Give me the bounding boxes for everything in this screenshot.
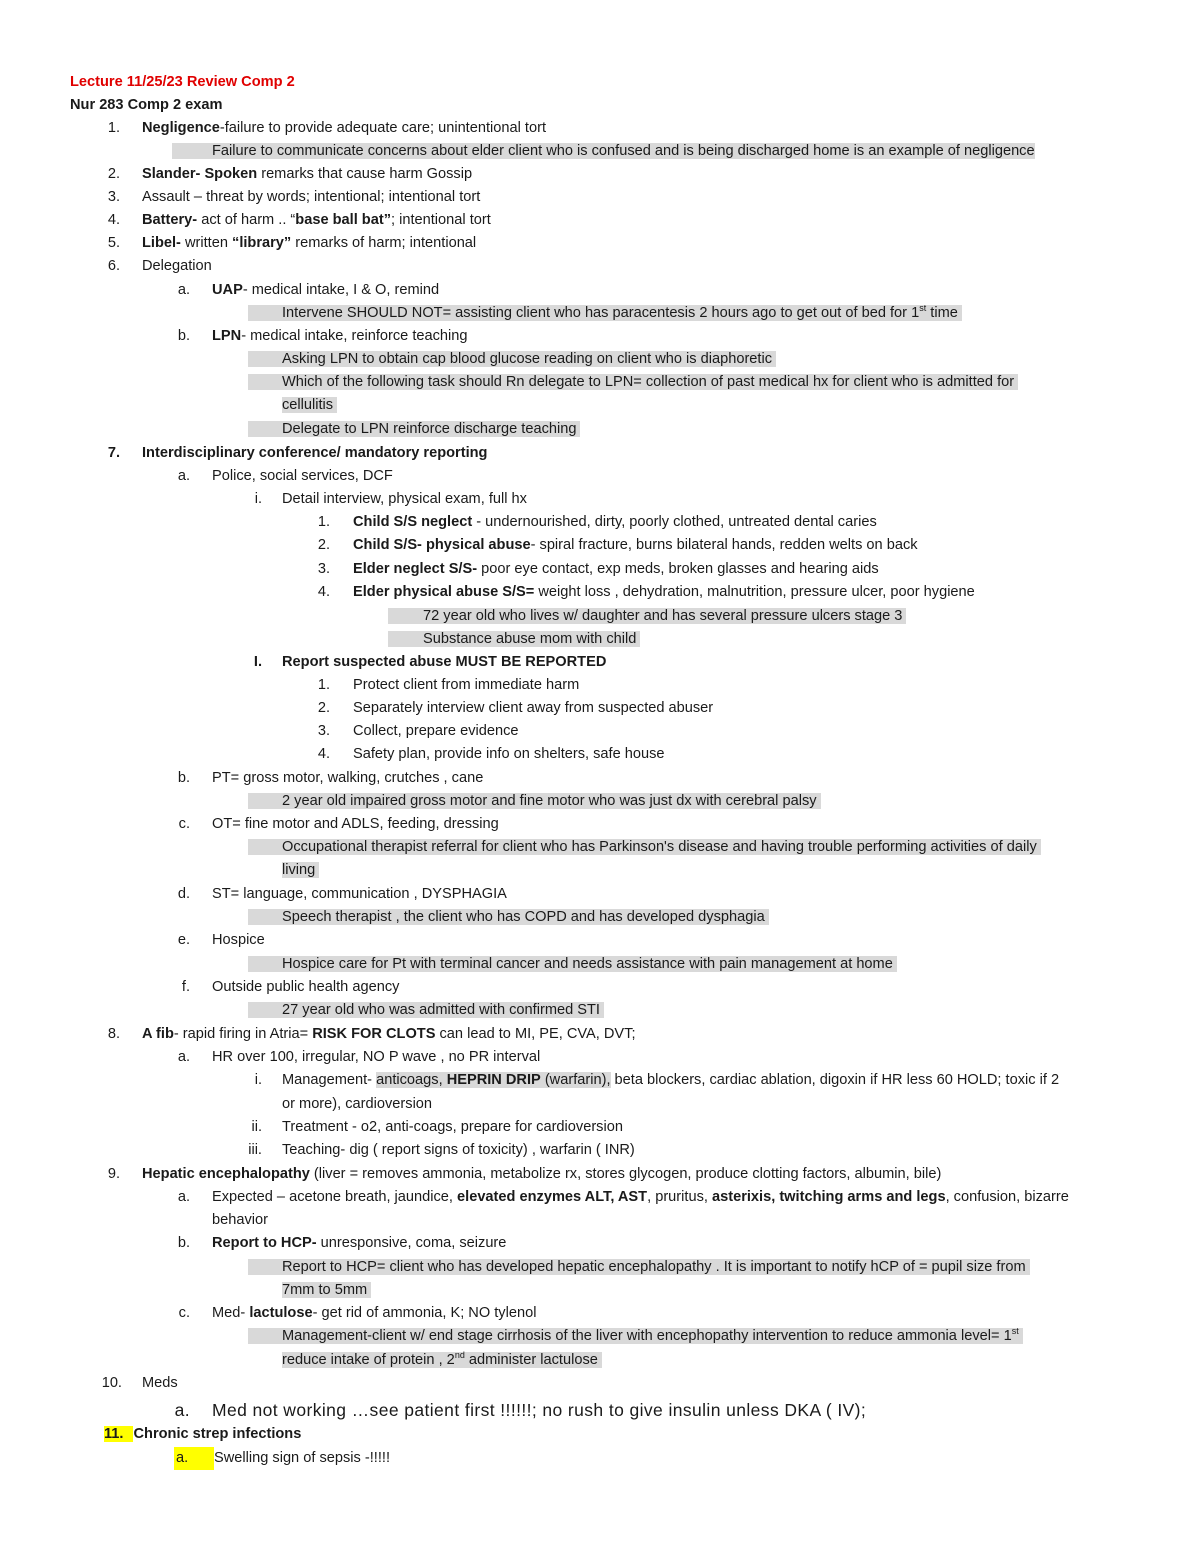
list-item-report-step-1 [0, 674, 1200, 697]
list-item-lpn-example-2-cont [0, 394, 1200, 417]
highlighted-example: Speech therapist , the client who has COPD and has developed dysphagia [248, 909, 769, 925]
list-letter: a. [174, 1400, 190, 1420]
list-item-interview [0, 488, 1200, 511]
highlighted-example: Hospice care for Pt with terminal cancer and needs assistance with pain management at home [248, 956, 897, 972]
superscript: nd [454, 1350, 465, 1361]
superscript: st [1011, 1326, 1019, 1337]
item-text-continued: or more), cardioversion [282, 1096, 433, 1112]
item-text-tail: , confusion, bizarre [945, 1189, 1069, 1205]
list-item-meds-note [0, 1397, 1200, 1423]
list-number: 7. [107, 445, 120, 461]
definition: -failure to provide adequate care; unintentional tort [219, 120, 546, 136]
highlighted-example: Substance abuse mom with child [388, 631, 640, 647]
highlighted-example: Which of the following task should Rn delegate to LPN= collection of past medical hx for client who is admitted for [248, 374, 1018, 390]
definition: weight loss , dehydration, malnutrition, pressure ulcer, poor hygiene [534, 584, 975, 600]
list-item-elder-neglect [0, 558, 1200, 581]
list-item-libel [0, 232, 1200, 255]
definition: Assault – threat by words; intentional; intentional tort [142, 189, 481, 205]
list-item-lpn [0, 325, 1200, 348]
definition: - get rid of ammonia, K; NO tylenol [312, 1305, 537, 1321]
section-heading: Interdisciplinary conference/ mandatory reporting [142, 445, 488, 461]
definition: - medical intake, reinforce teaching [241, 328, 468, 344]
term-battery: Battery- [142, 212, 198, 228]
list-item-ot [0, 813, 1200, 836]
highlighted-example: Report to HCP= client who has developed hepatic encephalopathy . It is important to notify hCP of = pupil size from [248, 1259, 1030, 1275]
superscript: st [919, 303, 927, 314]
highlighted-example: 72 year old who lives w/ daughter and has several pressure ulcers stage 3 [388, 608, 906, 624]
item-text: Hospice [212, 932, 265, 948]
list-number: 8. [107, 1026, 120, 1042]
term: Elder physical abuse S/S= [353, 584, 535, 600]
list-item-lpn-example-2 [0, 371, 1200, 394]
list-item-police [0, 465, 1200, 488]
list-number: 9. [107, 1166, 120, 1182]
item-text: Management- [282, 1072, 377, 1088]
list-item-negligence [0, 117, 1200, 140]
item-text: Separately interview client away from suspected abuser [353, 700, 714, 716]
emphasis: “library” [232, 235, 292, 251]
list-item-hepatic-expected-cont [0, 1209, 1200, 1232]
highlighted-text: anticoags, [376, 1072, 447, 1088]
list-item-afib-treatment [0, 1116, 1200, 1139]
item-text: Expected – acetone breath, jaundice, [212, 1189, 458, 1205]
item-text-continued: behavior [212, 1212, 268, 1228]
definition-tail: ; intentional tort [391, 212, 491, 228]
list-item-slander [0, 163, 1200, 186]
document-title: Lecture 11/25/23 Review Comp 2 [70, 74, 295, 90]
definition: poor eye contact, exp meds, broken glasses and hearing aids [477, 561, 879, 577]
definition: written [180, 235, 233, 251]
list-number: 5. [107, 235, 120, 251]
list-item-hepatic-med-example-cont [0, 1349, 1200, 1372]
item-text: Med- [212, 1305, 250, 1321]
list-item-lpn-example-1 [0, 348, 1200, 371]
item-text: HR over 100, irregular, NO P wave , no PR interval [212, 1049, 541, 1065]
definition: - spiral fracture, burns bilateral hands, redden welts on back [530, 537, 918, 553]
term: Elder neglect S/S- [353, 561, 478, 577]
list-letter: f. [181, 979, 190, 995]
list-item-strep-note [0, 1447, 1200, 1470]
section-heading: Meds [142, 1375, 178, 1391]
list-item-afib-signs [0, 1046, 1200, 1069]
emphasis: asterixis, twitching arms and legs [711, 1189, 946, 1205]
subtitle-line [0, 94, 1200, 117]
list-number: 1. [317, 514, 330, 530]
list-number: 6. [107, 258, 120, 274]
example-tail: time [926, 305, 958, 321]
list-item-battery [0, 209, 1200, 232]
definition-tail: can lead to MI, PE, CVA, DVT; [435, 1026, 636, 1042]
list-item-report-abuse [0, 651, 1200, 674]
list-letter: b. [177, 328, 190, 344]
definition: - rapid firing in Atria= [173, 1026, 313, 1042]
list-item-ot-example [0, 836, 1200, 859]
highlighted-emphasis: HEPRIN DRIP [446, 1072, 541, 1088]
list-item-hepatic-expected [0, 1186, 1200, 1209]
definition: remarks that cause harm Gossip [257, 166, 473, 182]
section-heading: Delegation [142, 258, 212, 274]
list-letter: b. [177, 770, 190, 786]
list-item-report-step-3 [0, 720, 1200, 743]
subsection-heading: Report suspected abuse MUST BE REPORTED [282, 654, 607, 670]
list-letter: a. [177, 1189, 190, 1205]
list-number: 10. [101, 1375, 122, 1391]
highlighted-example: Asking LPN to obtain cap blood glucose reading on client who is diaphoretic [248, 351, 776, 367]
term-hepatic-encephalopathy: Hepatic encephalopathy [142, 1166, 310, 1182]
definition: (liver = removes ammonia, metabolize rx, stores glycogen, produce clotting factors, albumin, bile) [309, 1166, 942, 1182]
list-item-public-health-example [0, 999, 1200, 1022]
list-item-pt [0, 767, 1200, 790]
term-slander: Slander- Spoken [142, 166, 258, 182]
term-uap: UAP [212, 282, 243, 298]
definition: - undernourished, dirty, poorly clothed, untreated dental caries [472, 514, 877, 530]
item-text-tail: beta blockers, cardiac ablation, digoxin if HR less 60 HOLD; toxic if 2 [610, 1072, 1060, 1088]
highlighted-example: Delegate to LPN reinforce discharge teaching [248, 421, 580, 437]
item-text: Detail interview, physical exam, full hx [282, 491, 527, 507]
list-number: 4. [107, 212, 120, 228]
list-item-lpn-example-3 [0, 418, 1200, 441]
emphasis: elevated enzymes ALT, AST [457, 1189, 648, 1205]
list-item-interdisciplinary [0, 442, 1200, 465]
document-subtitle: Nur 283 Comp 2 exam [70, 97, 223, 113]
list-number: 1. [317, 677, 330, 693]
list-letter: a. [177, 1049, 190, 1065]
definition-tail: remarks of harm; intentional [291, 235, 477, 251]
list-roman: I. [253, 654, 262, 670]
title-line [0, 71, 1200, 94]
list-item-hepatic-med-example [0, 1325, 1200, 1348]
list-number: 3. [107, 189, 120, 205]
term-lactulose: lactulose [249, 1305, 313, 1321]
list-item-hepatic-report-example [0, 1256, 1200, 1279]
item-text: Collect, prepare evidence [353, 723, 519, 739]
item-text: ST= language, communication , DYSPHAGIA [212, 886, 507, 902]
list-item-afib [0, 1023, 1200, 1046]
section-heading: Chronic strep infections [133, 1426, 302, 1442]
list-item-child-abuse [0, 534, 1200, 557]
list-number: 1. [107, 120, 120, 136]
list-roman: iii. [248, 1142, 262, 1158]
list-item-ot-example-cont [0, 859, 1200, 882]
highlighted-example: Management-client w/ end stage cirrhosis of the liver with encephopathy intervention to reduce ammonia level= 1 [282, 1328, 1012, 1344]
list-item-elder-example-2 [0, 628, 1200, 651]
highlighted-example: Occupational therapist referral for client who has Parkinson's disease and having trouble performing activities of daily [248, 839, 1041, 855]
highlighted-example: 27 year old who was admitted with confirmed STI [248, 1002, 604, 1018]
list-item-child-neglect [0, 511, 1200, 534]
highlighted-text: (warfarin), [540, 1072, 611, 1088]
item-text: OT= fine motor and ADLS, feeding, dressing [212, 816, 499, 832]
item-text: Police, social services, DCF [212, 468, 393, 484]
list-item-uap [0, 279, 1200, 302]
list-letter: c. [178, 1305, 190, 1321]
item-text: Swelling sign of sepsis -!!!!! [214, 1450, 391, 1466]
item-text: Treatment - o2, anti-coags, prepare for cardioversion [282, 1119, 623, 1135]
item-text: PT= gross motor, walking, crutches , cane [212, 770, 484, 786]
list-roman: i. [254, 491, 262, 507]
emphasis: base ball bat” [295, 212, 391, 228]
highlighted-example: Failure to communicate concerns about elder client who is confused and is being discharged home is an example of negligence [172, 143, 1035, 159]
list-number: 4. [317, 746, 330, 762]
list-letter: c. [178, 816, 190, 832]
term-negligence: Negligence [142, 120, 220, 136]
list-letter: a. [174, 1447, 214, 1470]
list-item-elder-abuse [0, 581, 1200, 604]
term: Report to HCP- [212, 1235, 317, 1251]
list-item-report-step-4 [0, 743, 1200, 766]
term: Child S/S- physical abuse [353, 537, 531, 553]
term-lpn: LPN [212, 328, 242, 344]
list-item-report-step-2 [0, 697, 1200, 720]
highlighted-example: 2 year old impaired gross motor and fine motor who was just dx with cerebral palsy [248, 793, 821, 809]
list-item-st [0, 883, 1200, 906]
list-roman: i. [254, 1072, 262, 1088]
highlighted-example-continued: cellulitis [282, 397, 337, 413]
list-item-pt-example [0, 790, 1200, 813]
list-roman: ii. [251, 1119, 262, 1135]
highlighted-example-continued: 7mm to 5mm [282, 1282, 371, 1298]
list-number: 11. [104, 1426, 133, 1442]
list-item-afib-management-cont [0, 1093, 1200, 1116]
highlighted-example-continued: reduce intake of protein , 2 [282, 1352, 455, 1368]
list-item-hepatic-med [0, 1302, 1200, 1325]
item-text: , pruritus, [647, 1189, 712, 1205]
list-letter: a. [177, 468, 190, 484]
list-item-elder-example-1 [0, 605, 1200, 628]
definition: act of harm .. “ [197, 212, 296, 228]
list-letter: b. [177, 1235, 190, 1251]
term-afib: A fib [142, 1026, 174, 1042]
list-item-afib-teaching [0, 1139, 1200, 1162]
list-letter: d. [177, 886, 190, 902]
item-text: Safety plan, provide info on shelters, safe house [353, 746, 665, 762]
list-number: 3. [317, 723, 330, 739]
list-number: 2. [107, 166, 120, 182]
list-item-strep [0, 1423, 1200, 1446]
list-item-assault [0, 186, 1200, 209]
definition: - medical intake, I & O, remind [242, 282, 440, 298]
term: Child S/S neglect [353, 514, 473, 530]
list-number: 2. [317, 700, 330, 716]
list-item-hepatic [0, 1163, 1200, 1186]
highlighted-example-continued: living [282, 862, 319, 878]
highlighted-example: Intervene SHOULD NOT= assisting client who has paracentesis 2 hours ago to get out of bed for 1 [282, 305, 920, 321]
list-number: 3. [317, 561, 330, 577]
list-item-hepatic-report [0, 1232, 1200, 1255]
list-item-uap-example [0, 302, 1200, 325]
emphasis: RISK FOR CLOTS [312, 1026, 436, 1042]
list-item-meds [0, 1372, 1200, 1395]
list-item-delegation [0, 255, 1200, 278]
item-text: Teaching- dig ( report signs of toxicity) , warfarin ( INR) [282, 1142, 635, 1158]
list-item-hepatic-report-example-cont [0, 1279, 1200, 1302]
list-letter: a. [177, 282, 190, 298]
list-item-negligence-example [0, 140, 1200, 163]
list-number: 4. [317, 584, 330, 600]
list-number: 2. [317, 537, 330, 553]
term-libel: Libel- [142, 235, 181, 251]
list-item-hospice [0, 929, 1200, 952]
list-item-public-health [0, 976, 1200, 999]
list-item-st-example [0, 906, 1200, 929]
item-text: Outside public health agency [212, 979, 400, 995]
item-text: Med not working …see patient first !!!!!!; no rush to give insulin unless DKA ( IV); [212, 1400, 867, 1420]
list-item-hospice-example [0, 953, 1200, 976]
list-letter: e. [177, 932, 190, 948]
highlighted-example-tail: administer lactulose [464, 1352, 598, 1368]
definition: unresponsive, coma, seizure [316, 1235, 507, 1251]
item-text: Protect client from immediate harm [353, 677, 580, 693]
list-item-afib-management [0, 1069, 1200, 1092]
